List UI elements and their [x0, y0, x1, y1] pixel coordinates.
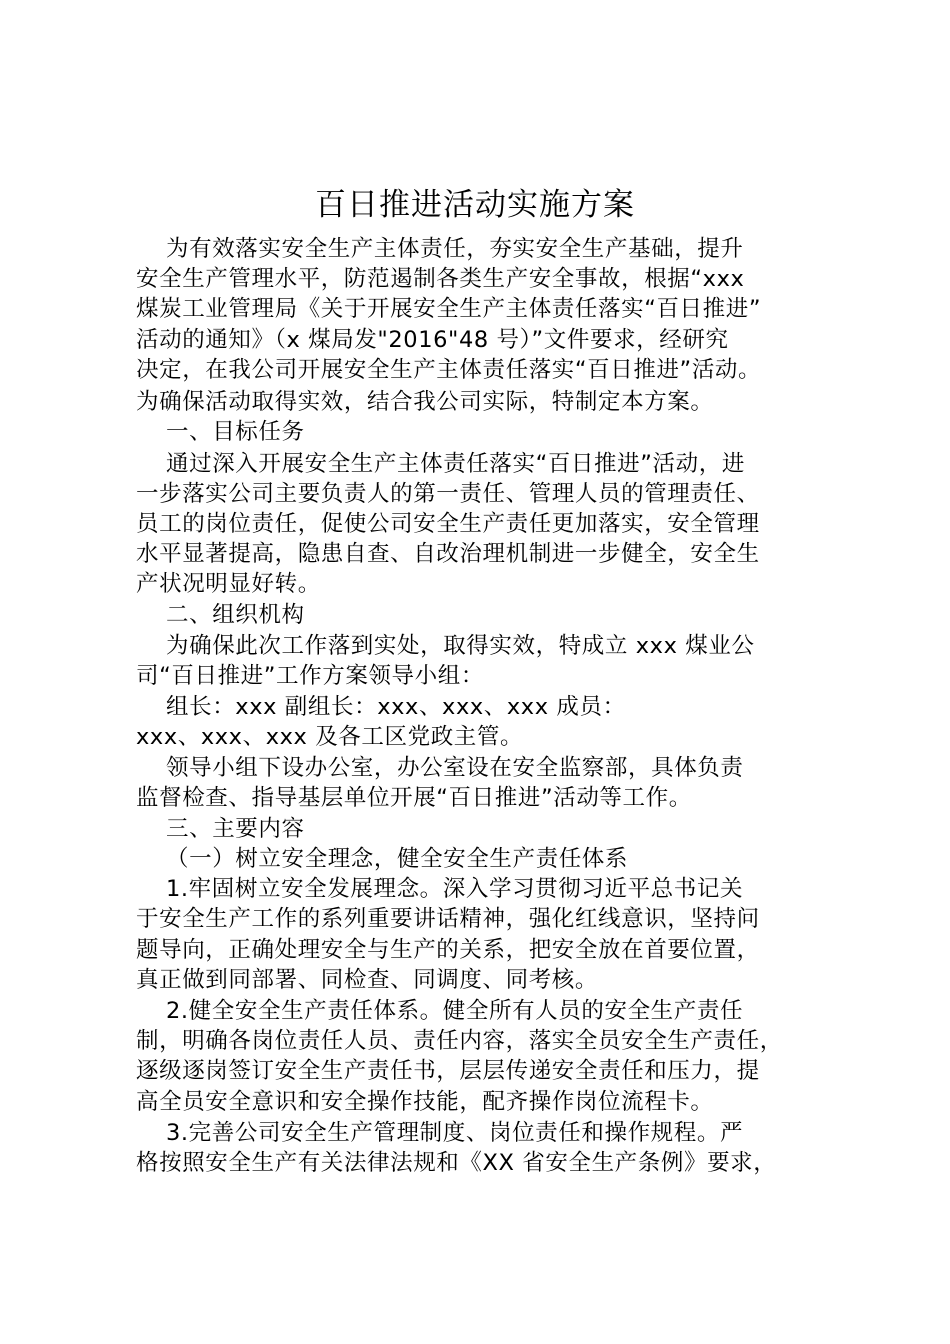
paragraph-line: 员工的岗位责任，促使公司安全生产责任更加落实，安全管理 — [136, 511, 760, 537]
paragraph-line: 于安全生产工作的系列重要讲话精神，强化红线意识，坚持问 — [136, 906, 760, 932]
paragraph-line: 为确保活动取得实效，结合我公司实际，特制定本方案。 — [136, 389, 714, 415]
section-heading: 三、主要内容 — [166, 816, 305, 842]
paragraph-line: 格按照安全生产有关法律法规和《XX 省安全生产条例》要求， — [136, 1150, 777, 1176]
paragraph-line: 题导向，正确处理安全与生产的关系，把安全放在首要位置， — [136, 937, 760, 963]
paragraph-line: 水平显著提高，隐患自查、自改治理机制进一步健全，安全生 — [136, 541, 760, 567]
paragraph-line: 煤炭工业管理局《关于开展安全生产主体责任落实“百日推进” — [136, 296, 762, 322]
paragraph-line: 组长：xxx 副组长：xxx、xxx、xxx 成员： — [166, 694, 626, 720]
paragraph-line: 司“百日推进”工作方案领导小组： — [136, 663, 484, 689]
paragraph-line: 为确保此次工作落到实处，取得实效，特成立 xxx 煤业公 — [166, 633, 755, 659]
paragraph-line: 逐级逐岗签订安全生产责任书，层层传递安全责任和压力，提 — [136, 1058, 760, 1084]
paragraph-line: 通过深入开展安全生产主体责任落实“百日推进”活动，进 — [166, 451, 745, 477]
paragraph-line: 1.牢固树立安全发展理念。深入学习贯彻习近平总书记关 — [166, 876, 744, 902]
paragraph-line: 产状况明显好转。 — [136, 571, 321, 597]
section-heading: 二、组织机构 — [166, 602, 305, 628]
paragraph-line: 监督检查、指导基层单位开展“百日推进”活动等工作。 — [136, 785, 692, 811]
paragraph-line: 安全生产管理水平，防范遏制各类生产安全事故，根据“xxx — [136, 266, 745, 292]
paragraph-line: 真正做到同部署、同检查、同调度、同考核。 — [136, 967, 599, 993]
paragraph-line: 一步落实公司主要负责人的第一责任、管理人员的管理责任、 — [136, 481, 760, 507]
paragraph-line: 制，明确各岗位责任人员、责任内容，落实全员安全生产责任， — [136, 1028, 783, 1054]
subsection-heading: （一）树立安全理念，健全安全生产责任体系 — [166, 846, 629, 872]
paragraph-line: xxx、xxx、xxx 及各工区党政主管。 — [136, 724, 524, 750]
paragraph-line: 3.完善公司安全生产管理制度、岗位责任和操作规程。严 — [166, 1120, 744, 1146]
section-heading: 一、目标任务 — [166, 419, 305, 445]
paragraph-line: 活动的通知》（x 煤局发"2016"48 号）”文件要求，经研究 — [136, 327, 729, 353]
document-title: 百日推进活动实施方案 — [315, 187, 635, 223]
paragraph-line: 2.健全安全生产责任体系。健全所有人员的安全生产责任 — [166, 998, 744, 1024]
paragraph-line: 高全员安全意识和安全操作技能，配齐操作岗位流程卡。 — [136, 1089, 714, 1115]
paragraph-line: 为有效落实安全生产主体责任，夯实安全生产基础，提升 — [166, 236, 744, 262]
paragraph-line: 领导小组下设办公室，办公室设在安全监察部，具体负责 — [166, 755, 744, 781]
paragraph-line: 决定，在我公司开展安全生产主体责任落实“百日推进”活动。 — [136, 357, 762, 383]
